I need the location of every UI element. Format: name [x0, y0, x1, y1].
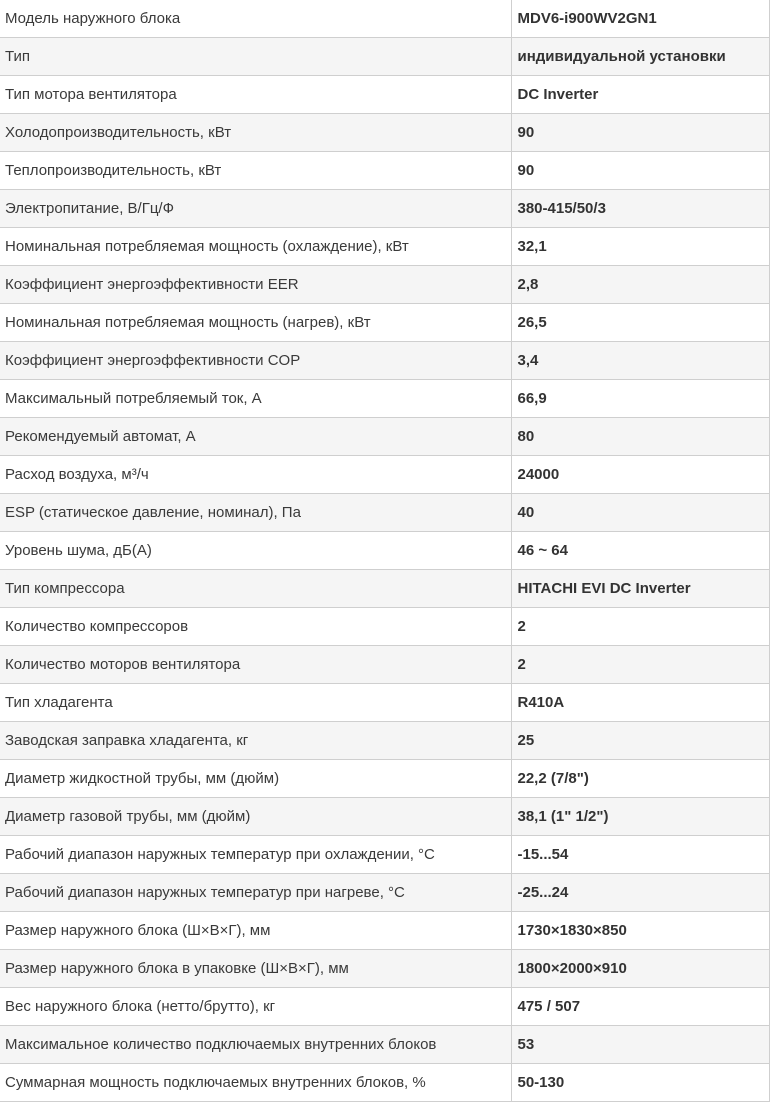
table-row [0, 114, 769, 152]
table-row [0, 760, 769, 798]
table-row [0, 266, 769, 304]
parameter-name: Номинальная потребляемая мощность (нагрев), кВт [0, 304, 511, 342]
parameter-value: DC Inverter [511, 76, 769, 114]
table-row [0, 798, 769, 836]
table-row [0, 570, 769, 608]
table-row [0, 988, 769, 1026]
parameter-value: 32,1 [511, 228, 769, 266]
table-row [0, 836, 769, 874]
table-row [0, 228, 769, 266]
parameter-name: Вес наружного блока (нетто/брутто), кг [0, 988, 511, 1026]
parameter-value: 2 [511, 646, 769, 684]
parameter-value: 2 [511, 608, 769, 646]
parameter-value: 475 / 507 [511, 988, 769, 1026]
table-row [0, 76, 769, 114]
table-row [0, 912, 769, 950]
parameter-value: 80 [511, 418, 769, 456]
table-row [0, 646, 769, 684]
parameter-name: Рекомендуемый автомат, А [0, 418, 511, 456]
table-row [0, 1064, 769, 1102]
table-row [0, 722, 769, 760]
table-row [0, 418, 769, 456]
parameter-name: Тип мотора вентилятора [0, 76, 511, 114]
parameter-value: -25...24 [511, 874, 769, 912]
parameter-name: Максимальный потребляемый ток, А [0, 380, 511, 418]
parameter-name: Суммарная мощность подключаемых внутренних блоков, % [0, 1064, 511, 1102]
parameter-name: Электропитание, В/Гц/Ф [0, 190, 511, 228]
parameter-value: HITACHI EVI DC Inverter [511, 570, 769, 608]
parameter-name: Количество компрессоров [0, 608, 511, 646]
parameter-value: 46 ~ 64 [511, 532, 769, 570]
parameter-name: Коэффициент энергоэффективности EER [0, 266, 511, 304]
parameter-value: 66,9 [511, 380, 769, 418]
table-row [0, 684, 769, 722]
parameter-name: Уровень шума, дБ(А) [0, 532, 511, 570]
table-row [0, 494, 769, 532]
table-row [0, 0, 769, 38]
table-row [0, 1026, 769, 1064]
parameter-name: Тип [0, 38, 511, 76]
table-row [0, 874, 769, 912]
parameter-value: 26,5 [511, 304, 769, 342]
table-row [0, 304, 769, 342]
parameter-name: Диаметр газовой трубы, мм (дюйм) [0, 798, 511, 836]
parameter-name: Заводская заправка хладагента, кг [0, 722, 511, 760]
parameter-value: 2,8 [511, 266, 769, 304]
parameter-name: Размер наружного блока в упаковке (Ш×В×Г), мм [0, 950, 511, 988]
parameter-name: Максимальное количество подключаемых внутренних блоков [0, 1026, 511, 1064]
parameter-value: 1800×2000×910 [511, 950, 769, 988]
parameter-name: Теплопроизводительность, кВт [0, 152, 511, 190]
parameter-value: индивидуальной установки [511, 38, 769, 76]
parameter-name: Расход воздуха, м³/ч [0, 456, 511, 494]
parameter-name: Количество моторов вентилятора [0, 646, 511, 684]
parameter-value: 380-415/50/3 [511, 190, 769, 228]
parameter-name: Тип хладагента [0, 684, 511, 722]
parameter-value: MDV6-i900WV2GN1 [511, 0, 769, 38]
parameter-value: -15...54 [511, 836, 769, 874]
parameter-value: 38,1 (1" 1/2") [511, 798, 769, 836]
parameter-name: Коэффициент энергоэффективности COP [0, 342, 511, 380]
table-row [0, 532, 769, 570]
table-row [0, 456, 769, 494]
parameter-name: Размер наружного блока (Ш×В×Г), мм [0, 912, 511, 950]
parameter-name: Тип компрессора [0, 570, 511, 608]
parameter-value: 53 [511, 1026, 769, 1064]
parameter-value: 24000 [511, 456, 769, 494]
parameter-name: Рабочий диапазон наружных температур при нагреве, °С [0, 874, 511, 912]
parameter-value: 25 [511, 722, 769, 760]
parameter-name: Номинальная потребляемая мощность (охлаждение), кВт [0, 228, 511, 266]
parameter-name: ESP (статическое давление, номинал), Па [0, 494, 511, 532]
parameter-value: R410A [511, 684, 769, 722]
table-row [0, 608, 769, 646]
parameter-value: 22,2 (7/8") [511, 760, 769, 798]
parameter-value: 1730×1830×850 [511, 912, 769, 950]
parameter-name: Холодопроизводительность, кВт [0, 114, 511, 152]
table-row [0, 380, 769, 418]
parameter-name: Рабочий диапазон наружных температур при охлаждении, °С [0, 836, 511, 874]
table-row [0, 950, 769, 988]
table-row [0, 190, 769, 228]
table-row [0, 342, 769, 380]
parameter-value: 90 [511, 114, 769, 152]
parameter-name: Диаметр жидкостной трубы, мм (дюйм) [0, 760, 511, 798]
table-row [0, 38, 769, 76]
parameter-value: 50-130 [511, 1064, 769, 1102]
parameter-name: Модель наружного блока [0, 0, 511, 38]
parameter-value: 3,4 [511, 342, 769, 380]
table-row [0, 152, 769, 190]
parameter-value: 90 [511, 152, 769, 190]
parameter-value: 40 [511, 494, 769, 532]
